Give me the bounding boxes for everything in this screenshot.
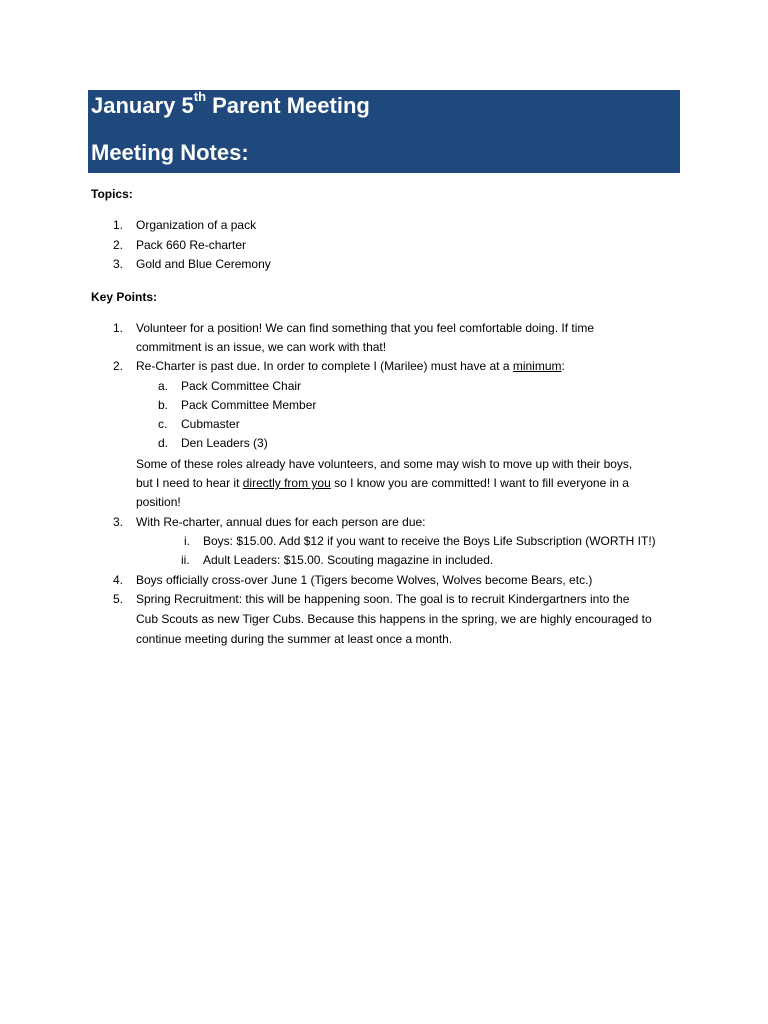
- key-point-1-line1: Volunteer for a position! We can find something that you feel comfortable doing. If time: [136, 321, 595, 335]
- sublist-item-text: Pack Committee Chair: [181, 379, 302, 393]
- topics-heading: Topics:: [91, 187, 133, 201]
- title-banner: [88, 90, 680, 173]
- sublist-item-text: Pack Committee Member: [181, 398, 317, 412]
- sublist-item-letter: c.: [158, 417, 168, 431]
- key-point-2-follow-line3: position!: [136, 495, 181, 509]
- key-point-2-follow-line1: Some of these roles already have volunteers, and some may wish to move up with their boys,: [136, 457, 633, 471]
- list-item-text: Pack 660 Re-charter: [136, 238, 247, 252]
- key-point-2-line1: Re-Charter is past due. In order to complete I (Marilee) must have at a minimum:: [136, 359, 565, 373]
- key-point-1-line2: commitment is an issue, we can work with that!: [136, 340, 387, 354]
- sublist-item-text: Boys: $15.00. Add $12 if you want to receive the Boys Life Subscription (WORTH IT!): [203, 534, 656, 548]
- sublist-item-roman: i.: [184, 534, 190, 548]
- sublist-item-letter: b.: [158, 398, 169, 412]
- list-item-text: Organization of a pack: [136, 218, 257, 232]
- sublist-item-letter: d.: [158, 436, 169, 450]
- list-item-number: 3.: [113, 515, 124, 529]
- sublist-item-text: Cubmaster: [181, 417, 240, 431]
- list-item-text: Gold and Blue Ceremony: [136, 257, 271, 271]
- list-item-number: 5.: [113, 592, 124, 606]
- sublist-item-text: Den Leaders (3): [181, 436, 268, 450]
- list-item-number: 4.: [113, 573, 124, 587]
- list-item-number: 1.: [113, 321, 124, 335]
- document-subtitle: Meeting Notes:: [91, 140, 249, 165]
- list-item-number: 2.: [113, 238, 124, 252]
- underlined-text: minimum: [512, 359, 562, 373]
- key-point-5-line3: continue meeting during the summer at least once a month.: [136, 632, 453, 646]
- key-point-4-line1: Boys officially cross-over June 1 (Tigers become Wolves, Wolves become Bears, etc.): [136, 573, 593, 587]
- key-points-heading: Key Points:: [91, 290, 158, 304]
- key-point-2-follow-line2: but I need to hear it directly from you so I know you are committed! I want to fill everyone in a: [136, 476, 629, 490]
- sublist-item-roman: ii.: [181, 553, 190, 567]
- sublist-item-text: Adult Leaders: $15.00. Scouting magazine in included.: [203, 553, 494, 567]
- document-title: January 5th Parent Meeting: [91, 88, 370, 118]
- list-item-number: 3.: [113, 257, 124, 271]
- key-point-5-line2: Cub Scouts as new Tiger Cubs. Because this happens in the spring, we are highly encouraged to: [136, 612, 652, 626]
- key-point-5-line1: Spring Recruitment: this will be happening soon. The goal is to recruit Kindergartners into the: [136, 592, 630, 606]
- key-point-3-line1: With Re-charter, annual dues for each person are due:: [136, 515, 426, 529]
- sublist-item-letter: a.: [158, 379, 169, 393]
- list-item-number: 1.: [113, 218, 124, 232]
- underlined-text: directly from you: [242, 476, 331, 490]
- list-item-number: 2.: [113, 359, 124, 373]
